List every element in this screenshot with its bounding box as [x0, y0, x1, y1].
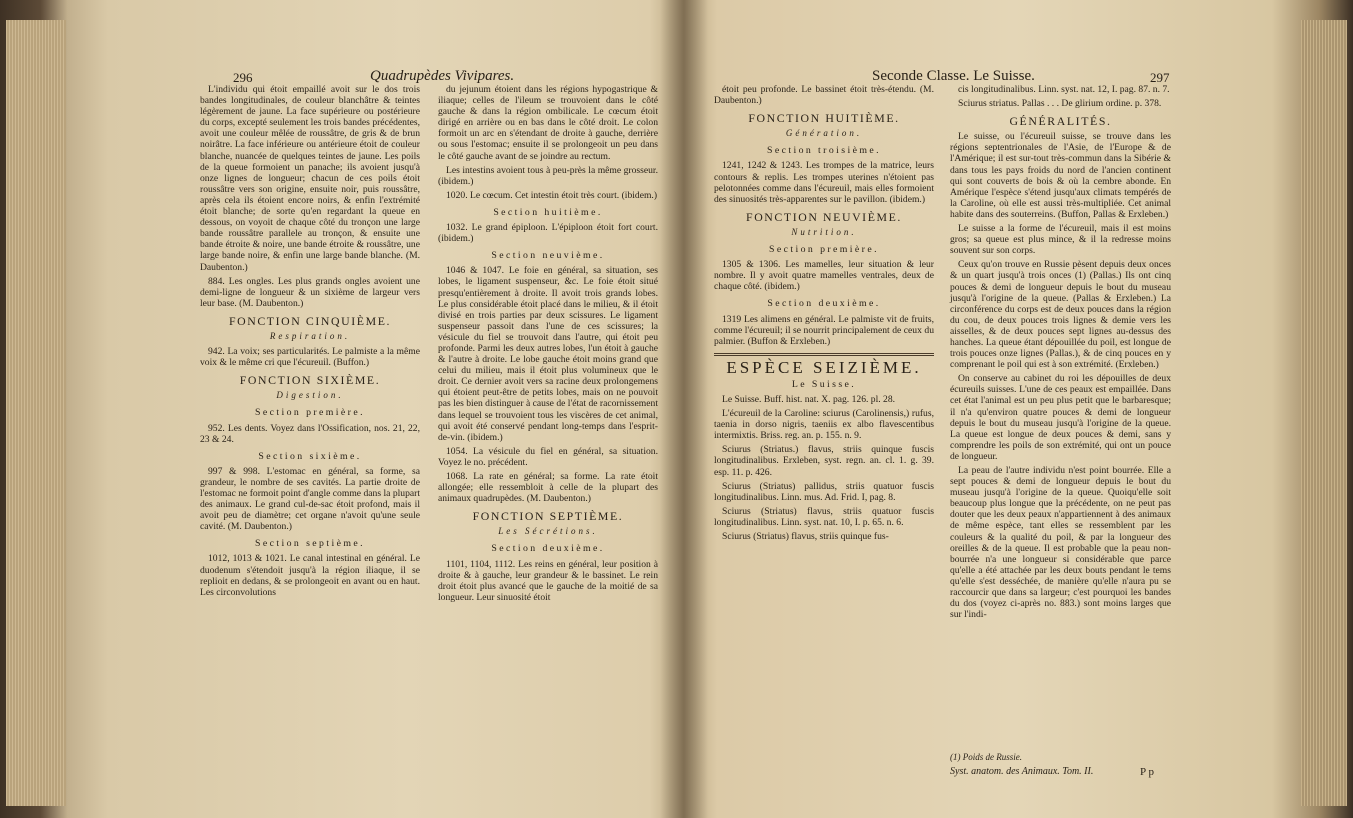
paragraph: Le suisse a la forme de l'écureuil, mais il est moins gros; sa queue est plus mince, & il la redresse moins souvent sur son corps. — [950, 223, 1171, 257]
section-heading: GÉNÉRALITÉS. — [1009, 114, 1112, 129]
section-heading: Le Suisse. — [791, 378, 857, 390]
left-column-2 — [438, 84, 658, 606]
paragraph: Sciurus (Striatus) flavus, striis quinque fus- — [722, 531, 889, 542]
paragraph: Sciurus (Striatus) pallidus, striis quatuor fuscis longitudinalibus. Linn. mus. Ad. Frid. I, pag. 8. — [714, 480, 934, 503]
paragraph: 1032. Le grand épiploon. L'épiploon étoit fort court. (ibidem.) — [438, 222, 658, 245]
paragraph: Le Suisse. Buff. hist. nat. X. pag. 126. pl. 28. — [722, 393, 896, 405]
paragraph: On conserve au cabinet du roi les dépouilles de deux écureuils suisses. L'une de ces peaux est empaillée. Dans cet état l'animal est un peu plus petit que le barbaresque; il n'a qu'environ quatre pouces & demi de longueur depuis le bout du museau jusqu'à l'origine de la queue. La queue est longue de deux pouces & demi, sans y comprendre les poils de son extrémité, qui ont un pouce de longueur. — [950, 373, 1171, 462]
paragraph: Le suisse, ou l'écureuil suisse, se trouve dans les régions septentrionales de l'Asie, de l'Europe & de l'Amérique; il est sur-tout très-commun dans la Sibérie & dans tous les pays froids du nord de l'ancien continent qui sont couverts de bois & où la cembre abonde. En Amérique l'espèce s'étend jusqu'aux climats tempérés de la Caroline, où elle est aussi très-multipliée. Cet animal habite dans des souterreins. (Buffon, Pallas & Erxleben.) — [950, 131, 1171, 220]
section-heading: Section première. — [769, 244, 879, 256]
paragraph: 997 & 998. L'estomac en général, sa forme, sa grandeur, le nombre de ses cavités. La partie droite de l'estomac ne formoit point d'angle comme dans la plupart des animaux. Le grand cul-de-sac étoit profond, mais il avoit peu de diamètre; cet organe n'avoit qu'une seule cavité. (M. Daubenton.) — [200, 465, 420, 533]
section-heading: Digestion. — [276, 390, 344, 401]
paragraph: 1054. La vésicule du fiel en général, sa situation. Voyez le no. précédent. — [438, 445, 658, 468]
right-page-edges — [1301, 20, 1347, 806]
paragraph: Sciurus (Striatus) flavus, striis quatuor fuscis longitudinalibus. Linn. syst. nat. 10, I. p. 65. n. 6. — [714, 505, 934, 528]
paragraph: 1241, 1242 & 1243. Les trompes de la matrice, leurs contours & replis. Les trompes uterines n'étoient pas pelotonnées comme dans l'écureuil, mais elles formoient des sinuosités très-apparentes sur le pavillon. (ibidem.) — [714, 160, 934, 205]
volume-footer: Syst. anatom. des Animaux. Tom. II. — [950, 766, 1094, 777]
paragraph: Sciurus (Striatus.) flavus, striis quinque fuscis longitudinalibus. Erxleben, syst. regn. an. cl. 1. g. 39. esp. 11. p. 426. — [714, 444, 934, 478]
paragraph: Ceux qu'on trouve en Russie pèsent depuis deux onces & un quart jusqu'à trois onces (1) (Pallas.) Ils ont cinq pouces & demi de longueur depuis le bout du museau jusqu'à l'origine de la queue. (Pallas & Erxleben.) La circonférence du corps est de deux pouces dans la région du cou, de deux pouces trois lignes & demie vers les aisselles, & de deux pouces sept lignes au-dessus des hanches. La queue étant dépouillée du poil, est longue de trois pouces onze lignes (Pallas.), & de cinq pouces en y comprenant le poil qui est à son extrémité. (Erxleben.) — [950, 259, 1171, 371]
right-running-head: Seconde Classe. Le Suisse. — [872, 68, 1035, 84]
paragraph: 942. La voix; ses particularités. Le palmiste a la même voix & le même cri que l'écureuil. (Buffon.) — [200, 346, 420, 369]
paragraph: 1319 Les alimens en général. Le palmiste vit de fruits, comme l'écureuil; il se nourrit principalement de ceux du palmier. (Buffon & Erxleben.) — [714, 313, 934, 347]
section-heading: FONCTION SEPTIÈME. — [472, 509, 624, 524]
right-page-number: 297 — [1150, 70, 1170, 85]
section-heading: Les Sécrétions. — [498, 526, 598, 537]
paragraph: L'individu qui étoit empaillé avoit sur le dos trois bandes longitudinales, de couleur blanchâtre & teintes légèrement de jaune. La face supérieure ou postérieure du corps, excepté seulement les trois bandes précédentes, avoit une couleur mêlée de roussâtre, de gris & de brun noirâtre. La face inférieure ou antérieure étoit de couleur blanche, nuancée de quelques teintes de jaune. Les poils de la queue formoient un panache; ils avoient jusqu'à onze lignes de longueur; chacun de ces poils étoit roussâtre vers son origine, ensuite noir, puis roussâtre, après cela ils étoient encore noirs, & enfin l'extrémité étoit blanche; de sorte qu'en regardant la queue en dessous, on voyoit de chaque côté du tronçon une large bande roussâtre parallele au tronçon, & ensuite une bande étroite & noire, une bande étroite & roussâtre, une large bande noire, & enfin une large bande blanche. (M. Daubenton.) — [200, 84, 420, 273]
section-heading: Section deuxième. — [767, 298, 881, 310]
signature-mark: P p — [1140, 766, 1154, 778]
paragraph: 1305 & 1306. Les mamelles, leur situation & leur nombre. Il y avoit quatre mamelles ventrales, deux de chaque côté. (ibidem.) — [714, 259, 934, 293]
paragraph: 884. Les ongles. Les plus grands ongles avoient une demi-ligne de longueur & un sixième de largeur vers leur base. (M. Daubenton.) — [200, 275, 420, 309]
paragraph: étoit peu profonde. Le bassinet étoit très-étendu. (M. Daubenton.) — [714, 84, 934, 107]
section-rule — [714, 353, 934, 356]
book-gutter — [660, 0, 708, 818]
section-heading: Section troisième. — [767, 145, 881, 157]
section-heading: Section première. — [255, 407, 365, 419]
section-heading: FONCTION CINQUIÈME. — [228, 313, 392, 328]
paragraph: Sciurus striatus. Pallas . . . De glirium ordine. p. 378. — [958, 98, 1162, 110]
left-column-1 — [200, 84, 420, 601]
paragraph: La peau de l'autre individu n'est point bourrée. Elle a sept pouces & demi de longueur depuis le bout du museau jusqu'à l'origine de la queue. Quoiqu'elle soit beaucoup plus longue que la précédente, on ne peut pas douter que les deux peaux n'appartiennent à des animaux de même espèce, tant elles se ressemblent par les couleurs & la qualité du poil, & par la longueur des oreilles & de la queue. Il est probable que la peau non-bourrée n'a une longueur si considérable que parce qu'elle a été attachée par les deux bouts pendant le tems qu'elle s'est desséchée, de manière qu'elle n'aura pu se raccourcir que dans sa largeur; c'est pourquoi les bandes du dos (voyez ci-après no. 883.) sont moins larges que sur l'indi- — [950, 465, 1171, 621]
right-column-2 — [950, 84, 1171, 623]
section-heading: Section septième. — [255, 538, 365, 550]
section-heading: Respiration. — [269, 330, 351, 341]
paragraph: 1020. Le cœcum. Cet intestin étoit très court. (ibidem.) — [446, 189, 658, 201]
species-heading: ESPÈCE SEIZIÈME. — [726, 357, 922, 377]
section-heading: Génération. — [785, 128, 863, 139]
footnote: (1) Poids de Russie. — [950, 752, 1022, 762]
paragraph: cis longitudinalibus. Linn. syst. nat. 12, I. pag. 87. n. 7. — [958, 84, 1170, 95]
paragraph: 1101, 1104, 1112. Les reins en général, leur position à droite & à gauche, leur grandeur & le bassinet. Le rein droit étoit plus avancé que le gauche de la moitié de sa longueur. Leur sinuosité étoit — [438, 558, 658, 603]
section-heading: Section sixième. — [258, 450, 362, 462]
left-running-head: Quadrupèdes Vivipares. — [370, 68, 515, 84]
paragraph: L'écureuil de la Caroline: sciurus (Carolinensis,) rufus, taenia in dorso nigris, taeniis ex albo flavescentibus intermixtis. Briss. reg. an. p. 155. n. 9. — [714, 408, 934, 442]
paragraph: 1046 & 1047. Le foie en général, sa situation, ses lobes, le ligament suspenseur, &c. Le foie étoit situé presqu'entièrement à droite. Il avoit trois grands lobes. Le plus considérable étoit placé dans le milieu, & il étoit divisé en trois parties par deux scissures. Le ligament suspenseur passoit dans l'une de ces scissures; la vésicule du fiel se trouvoit dans l'autre, qui étoit peu profonde. Parmi les deux autres lobes, l'un étoit à gauche & l'autre à droite. Le lobe gauche étoit moins grand que celui du milieu, mais il étoit plus volumineux que le droit. Ce dernier avoit vers sa racine deux prolongemens qui étoient peut-être de petits lobes, mais on ne pouvoit pas les bien distinguer à cause de l'état de racornissement dans lequel se trouvoient tous les viscères de cet animal, qui avoit été conservé pendant long-temps dans l'esprit-de-vin. (ibidem.) — [438, 265, 658, 443]
section-heading: Section deuxième. — [491, 543, 605, 555]
right-column-1 — [714, 84, 934, 545]
paragraph: 952. Les dents. Voyez dans l'Ossification, nos. 21, 22, 23 & 24. — [200, 422, 420, 445]
left-page-edges — [6, 20, 66, 806]
section-heading: Section neuvième. — [491, 250, 605, 262]
section-heading: FONCTION HUITIÈME. — [748, 111, 900, 126]
paragraph: 1068. La rate en général; sa forme. La rate étoit allongée; elle ressembloit à celle de la plupart des animaux quadrupèdes. (M. Daubenton.) — [438, 471, 658, 505]
left-page-number: 296 — [233, 70, 253, 85]
section-heading: Nutrition. — [791, 226, 857, 237]
paragraph: Les intestins avoient tous à peu-près la même grosseur. (ibidem.) — [438, 164, 658, 187]
section-heading: Section huitième. — [493, 206, 603, 218]
section-heading: FONCTION NEUVIÈME. — [746, 209, 902, 224]
section-heading: FONCTION SIXIÈME. — [239, 373, 381, 388]
paragraph: 1012, 1013 & 1021. Le canal intestinal en général. Le duodenum s'étendoit jusqu'à la région iliaque, il se replioit en dedans, & se prolongeoit en avant ou en haut. Les circonvolutions — [200, 553, 420, 598]
paragraph: du jejunum étoient dans les régions hypogastrique & iliaque; celles de l'ileum se trouvoient dans le côté gauche & dans la région ombilicale. Le cœcum étoit dirigé en arrière ou en bas dans le côté droit. Le colon formoit un arc en s'étendant de droite à gauche, derrière ou sous l'estomac; ensuite il se prolongeoit un peu dans le côté gauche avant de se joindre au rectum. — [438, 84, 658, 162]
